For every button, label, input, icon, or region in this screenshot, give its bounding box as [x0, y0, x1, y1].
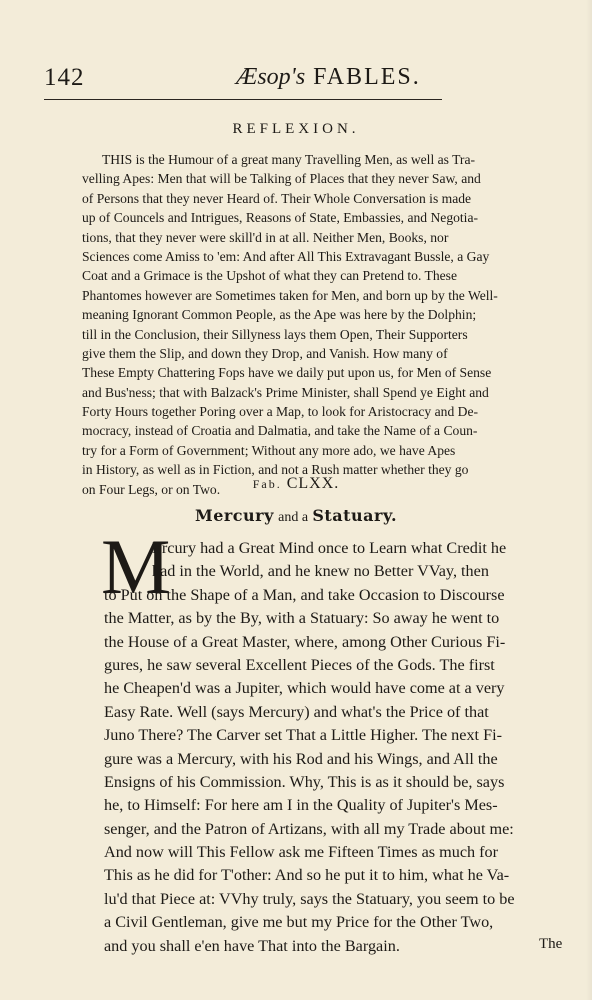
- reflexion-line: up of Councels and Intrigues, Reasons of State, Embassies, and Negotia-: [82, 210, 479, 226]
- running-title-caps: FABLES.: [313, 64, 421, 90]
- fable-line: Easy Rate. Well (says Mercury) and what's the Price of that: [104, 702, 489, 721]
- reflexion-line: Forty Hours together Poring over a Map, to look for Aristocracy and De-: [82, 404, 479, 420]
- reflexion-line: Coat and a Grimace is the Upshot of what they can Pretend to. These: [82, 268, 457, 284]
- fable-line: Ercury had a Great Mind once to Learn what Credit he: [152, 539, 507, 557]
- fable-line: to Put on the Shape of a Man, and take Occasion to Discourse: [104, 585, 505, 604]
- fable-title: [0, 506, 592, 526]
- fable-line: And now will This Fellow ask me Fifteen Times as much for: [104, 843, 499, 862]
- fable-line: gure was a Mercury, with his Rod and his Wings, and All the: [104, 749, 498, 768]
- reflexion-line: try for a Form of Government; Without any more ado, we have Apes: [82, 442, 456, 458]
- fable-title-part1: Mercury: [194, 506, 274, 525]
- fable-line: This as he did for T'other: And so he put it to him, what he Va-: [104, 866, 510, 885]
- reflexion-line: These Empty Chattering Fops have we daily put upon us, for Men of Sense: [82, 365, 492, 381]
- reflexion-line: give them the Slip, and down they Drop, and Vanish. How many of: [82, 345, 448, 361]
- reflexion-line: Sciences come Amiss to 'em: And after All This Extravagant Bussle, a Gay: [82, 248, 490, 264]
- reflexion-line: Phantomes however are Sometimes taken for Men, and born up by the Well-: [82, 287, 498, 303]
- page-header: [44, 60, 442, 100]
- reflexion-line: mocracy, instead of Croatia and Dalmatia, and take the Name of a Coun-: [82, 423, 478, 439]
- fable-text: [104, 537, 574, 958]
- fable-line: the House of a Great Master, where, among Other Curious Fi-: [104, 632, 506, 651]
- fable-number: CLXX.: [286, 475, 340, 492]
- running-title-italic: Æsop's: [236, 64, 306, 90]
- drop-cap: M: [101, 523, 171, 610]
- reflexion-line: till in the Conclusion, their Sillyness lays them Open, Their Supporters: [82, 326, 468, 342]
- fable-line: a Civil Gentleman, give me but my Price for the Other Two,: [104, 913, 494, 932]
- reflexion-line: tions, that they never were skill'd in at all. Neither Men, Books, nor: [82, 229, 449, 245]
- fable-number-heading: [0, 475, 592, 493]
- fable-line: lu'd that Piece at: VVhy truly, says the Statuary, you seem to be: [104, 889, 515, 908]
- reflexion-text: [82, 150, 590, 499]
- fable-line: had in the World, and he knew no Better VVay, then: [152, 562, 489, 581]
- fable-line: Juno There? The Carver set That a Little Higher. The next Fi-: [104, 726, 502, 745]
- reflexion-heading: REFLEXION.: [232, 121, 360, 137]
- fable-title-part2: Statuary.: [312, 506, 398, 525]
- reflexion-line: in History, as well as in Fiction, and not a Rush matter whether they go: [82, 462, 469, 478]
- running-title: [236, 64, 421, 91]
- fable-line: he Cheapen'd was a Jupiter, which would have come at a very: [104, 679, 505, 698]
- reflexion-line: THIS is the Humour of a great many Travelling Men, as well as Tra-: [102, 152, 476, 167]
- reflexion-line: meaning Ignorant Common People, as the Ape was here by the Dolphin;: [82, 307, 477, 323]
- reflexion-line: velling Apes: Men that will be Talking of Places that they never Saw, and: [82, 171, 481, 187]
- fable-line: and you shall e'en have That into the Bargain.: [104, 936, 400, 955]
- fable-line: the Matter, as by the By, with a Statuary: So away he went to: [104, 609, 500, 628]
- reflexion-line: and Bus'ness; that with Balzack's Prime Minister, shall Spend ye Eight and: [82, 384, 489, 400]
- fable-line: senger, and the Patron of Artizans, with all my Trade about me:: [104, 819, 514, 838]
- page-number: 142: [44, 64, 85, 91]
- fable-label: Fab.: [252, 477, 282, 491]
- reflexion-line: on Four Legs, or on Two.: [82, 481, 221, 497]
- header-rule: [44, 99, 442, 100]
- reflexion-line: of Persons that they never Heard of. Their Whole Conversation is made: [82, 190, 472, 206]
- fable-title-and: and a: [278, 510, 309, 525]
- page-edge-shading: [586, 0, 592, 1000]
- catchword: The: [539, 936, 563, 952]
- fable-line: gures, he saw several Excellent Pieces of the Gods. The first: [104, 655, 495, 674]
- fable-line: he, to Himself: For here am I in the Quality of Jupiter's Mes-: [104, 796, 498, 815]
- fable-line: Ensigns of his Commission. Why, This is as it should be, says: [104, 772, 505, 791]
